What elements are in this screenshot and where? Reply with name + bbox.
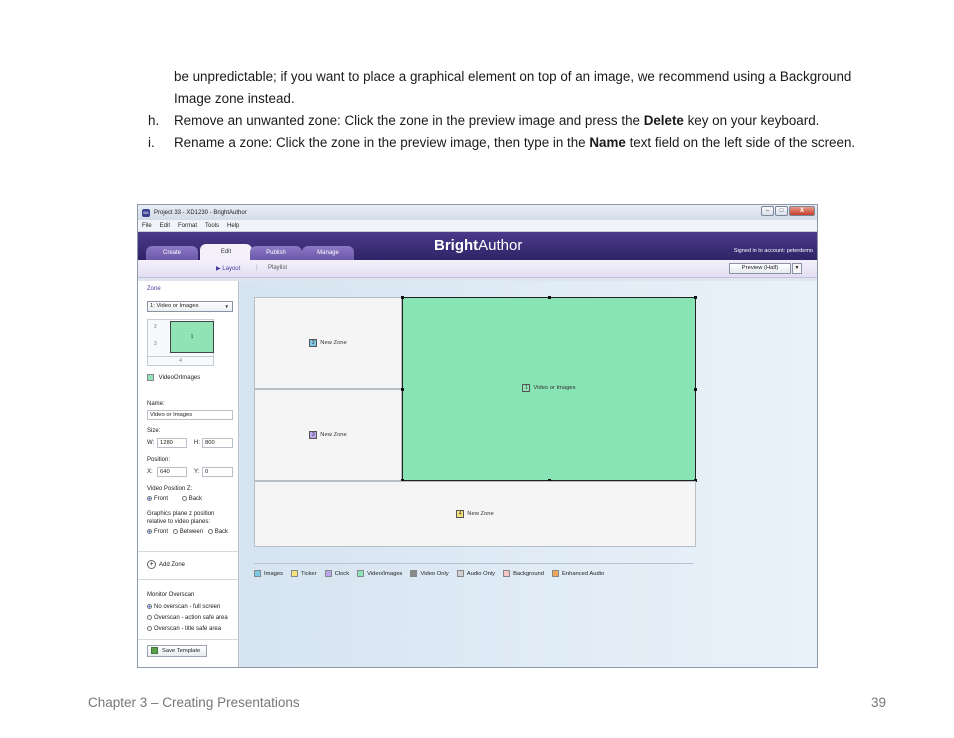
subnav-playlist[interactable]: Playlist (268, 265, 288, 271)
menu-tools[interactable]: Tools (205, 222, 220, 229)
minimize-icon[interactable]: – (761, 206, 774, 216)
radio-gfx-front[interactable] (147, 529, 152, 534)
x-input[interactable]: 640 (157, 467, 187, 477)
maximize-icon[interactable]: □ (775, 206, 788, 216)
radio-gfx-between[interactable] (173, 529, 178, 534)
graphics-plane-radios: Front Between Back (147, 529, 228, 535)
zone-label: 2 New Zone (255, 339, 401, 347)
zone-number-badge: 4 (456, 510, 464, 518)
x-label: X: (147, 469, 153, 475)
legend-swatch (457, 570, 464, 577)
radio-title-safe[interactable] (147, 626, 152, 631)
window-title: Project 33 - XD1230 - BrightAuthor (154, 209, 247, 216)
zone-2[interactable] (254, 297, 402, 389)
layout-preview-area (240, 281, 818, 668)
signed-in-status: Signed in to account: peterdemo (733, 248, 813, 254)
zone-label: 1 Video or Images (403, 384, 695, 392)
name-label: Name: (147, 401, 165, 407)
legend-item: Audio Only (457, 570, 495, 577)
width-label: W: (147, 440, 155, 446)
zone-header: Zone (147, 286, 161, 292)
resize-handle[interactable] (401, 388, 404, 391)
width-input[interactable]: 1280 (157, 438, 187, 448)
mini-layout-preview[interactable] (147, 319, 214, 366)
video-position-radios: Front Back (147, 496, 202, 502)
tab-manage[interactable]: Manage (302, 246, 354, 260)
legend-swatch (503, 570, 510, 577)
zone-type-swatch (147, 374, 154, 381)
zone-type-legend (254, 563, 694, 577)
close-icon[interactable]: X (789, 206, 815, 216)
overscan-option-2[interactable]: Overscan - action safe area (147, 615, 228, 621)
radio-front[interactable] (147, 496, 152, 501)
zone-type: VideoOrImages (147, 374, 200, 381)
brand-logo: BrightAuthor (434, 237, 523, 254)
divider (138, 639, 238, 640)
zone-1-video-or-images[interactable] (402, 297, 696, 481)
zone-label: 3 New Zone (255, 431, 401, 439)
zone-4[interactable] (254, 481, 696, 547)
title-bar (138, 205, 817, 220)
mini-zone-4[interactable]: 4 (148, 356, 213, 364)
document-text (148, 66, 868, 154)
sub-nav-bar (138, 260, 817, 278)
legend-item: Ticker (291, 570, 317, 577)
zone-properties-panel (138, 281, 239, 668)
zone-number-badge: 3 (309, 431, 317, 439)
add-zone-button[interactable]: + Add Zone (147, 560, 185, 569)
overscan-header: Monitor Overscan (147, 592, 195, 598)
resize-handle[interactable] (401, 296, 404, 299)
legend-swatch (254, 570, 261, 577)
divider (138, 551, 238, 552)
tab-publish[interactable]: Publish (250, 246, 302, 260)
height-label: H: (194, 440, 200, 446)
page-number: 39 (870, 695, 886, 710)
app-window-screenshot (137, 204, 818, 668)
zone-name-input[interactable]: Video or Images (147, 410, 233, 420)
subnav-layout[interactable]: ▶ Layout (216, 266, 241, 272)
chevron-down-icon[interactable]: ▼ (792, 263, 802, 274)
overscan-option-3[interactable]: Overscan - title safe area (147, 626, 221, 632)
resize-handle[interactable] (694, 296, 697, 299)
list-item-h: h. Remove an unwanted zone: Click the zone in the preview image and press the Delete key on your keyboard. (148, 110, 868, 132)
legend-item: Enhanced Audio (552, 570, 604, 577)
paragraph-continuation: be unpredictable; if you want to place a graphical element on top of an image, we recommend using a Background Image zone instead. (174, 69, 852, 106)
legend-swatch (291, 570, 298, 577)
main-tab-bar (138, 232, 817, 260)
menu-file[interactable]: File (142, 222, 152, 229)
mini-zone-1[interactable]: 1 (170, 321, 214, 353)
legend-swatch (357, 570, 364, 577)
legend-swatch (410, 570, 417, 577)
video-position-label: Video Position Z: (147, 486, 193, 492)
window-controls (760, 206, 815, 216)
list-marker: i. (148, 135, 155, 150)
legend-swatch (325, 570, 332, 577)
app-logo-icon: BA (143, 209, 149, 215)
resize-handle[interactable] (694, 388, 697, 391)
legend-item: Video/Images (357, 570, 402, 577)
legend-item: Images (254, 570, 283, 577)
radio-back[interactable] (182, 496, 187, 501)
graphics-plane-label-2: relative to video planes: (147, 519, 211, 525)
resize-handle[interactable] (548, 296, 551, 299)
save-icon (151, 647, 158, 654)
menu-help[interactable]: Help (227, 222, 240, 229)
list-marker: h. (148, 113, 160, 128)
mini-zone-2[interactable]: 2 (154, 324, 157, 330)
overscan-option-1[interactable]: No overscan - full screen (147, 604, 220, 610)
legend-item: Background (503, 570, 544, 577)
menu-format[interactable]: Format (178, 222, 198, 229)
zone-select[interactable]: 1: Video or Images ▼ (147, 301, 233, 312)
legend-swatch (552, 570, 559, 577)
y-input[interactable]: 0 (202, 467, 233, 477)
y-label: Y: (194, 469, 200, 475)
zone-number-badge: 2 (309, 339, 317, 347)
divider (138, 579, 238, 580)
mini-zone-3[interactable]: 3 (154, 341, 157, 347)
footer-chapter: Chapter 3 – Creating Presentations (88, 695, 300, 710)
menu-edit[interactable]: Edit (159, 222, 171, 229)
legend-item: Video Only (410, 570, 448, 577)
radio-action-safe[interactable] (147, 615, 152, 620)
radio-gfx-back[interactable] (208, 529, 213, 534)
tab-edit[interactable]: Edit (200, 244, 252, 260)
zone-label: 4 New Zone (255, 510, 695, 518)
legend-item: Clock (325, 570, 350, 577)
add-icon: + (147, 560, 156, 569)
zone-number-badge: 1 (522, 384, 530, 392)
position-label: Position: (147, 457, 171, 463)
menu-bar (138, 220, 817, 232)
preview-button[interactable]: Preview (Half) (729, 263, 791, 274)
graphics-plane-label-1: Graphics plane z position (147, 511, 215, 517)
chevron-down-icon: ▼ (224, 304, 229, 309)
radio-no-overscan[interactable] (147, 604, 152, 609)
save-template-button[interactable]: Save Template (147, 645, 207, 657)
tab-create[interactable]: Create (146, 246, 198, 260)
subnav-separator: | (256, 265, 258, 271)
size-label: Size: (147, 428, 161, 434)
zone-3[interactable] (254, 389, 402, 481)
height-input[interactable]: 800 (202, 438, 233, 448)
list-item-i: i. Rename a zone: Click the zone in the preview image, then type in the Name text field on the left side of the screen. (148, 132, 868, 154)
